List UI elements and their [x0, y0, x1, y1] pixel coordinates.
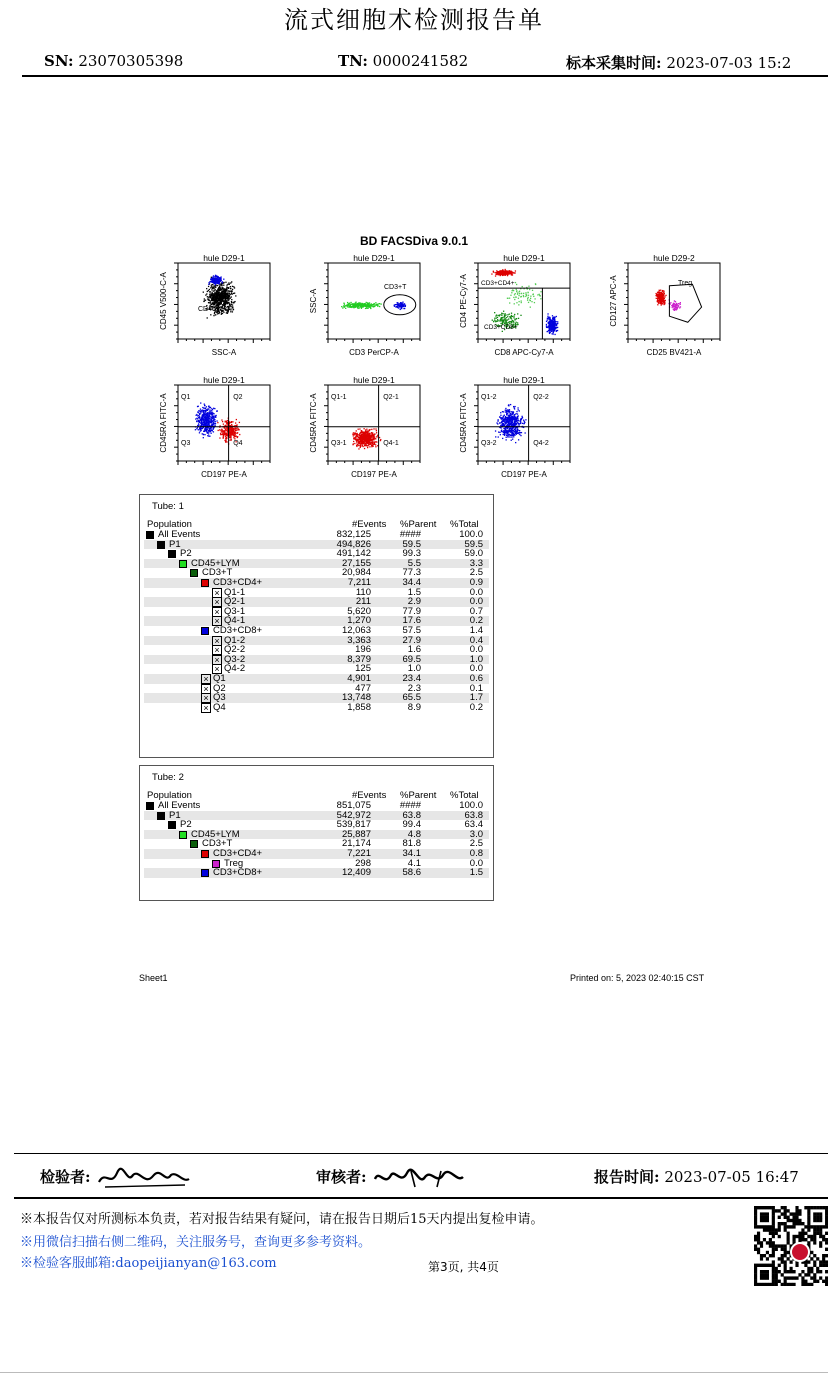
percent-parent: 17.6 — [402, 615, 421, 627]
plot-title: hule D29-1 — [203, 375, 245, 385]
percent-parent: 69.5 — [402, 653, 421, 665]
percent-total: 1.5 — [469, 867, 483, 879]
gate-color-swatch — [157, 541, 165, 549]
plot-frame — [178, 385, 270, 461]
events-count: 196 — [355, 644, 371, 656]
gate-color-swatch — [190, 840, 198, 848]
table-row — [144, 664, 489, 674]
report-title: 流式细胞术检测报告单 — [284, 6, 544, 34]
quadrant-checkbox-icon: × — [212, 636, 222, 646]
percent-parent: #### — [399, 529, 421, 540]
tube1-header-population: Population — [147, 519, 192, 530]
gate-color-swatch — [201, 627, 209, 635]
table-row — [144, 568, 489, 578]
plot-y-axis-label: CD4 PE-Cy7-A — [459, 274, 468, 328]
collect-time-value: 2023-07-03 15:2 — [666, 54, 792, 72]
population-name: Q3-1 — [224, 605, 246, 617]
events-count: 25,887 — [341, 828, 371, 840]
population-name: P2 — [180, 548, 192, 560]
gate-label: CD45+LYM — [198, 306, 234, 313]
table-row — [144, 588, 489, 598]
flow-plot-5 — [140, 375, 280, 493]
quadrant-label: Q3-1 — [331, 440, 347, 447]
page-number: 第3页, 共4页 — [428, 1260, 499, 1274]
quadrant-checkbox-icon: × — [212, 655, 222, 665]
flow-plot-6 — [290, 375, 430, 493]
gate-label: CD3+T — [384, 284, 407, 291]
population-name: CD3+T — [202, 838, 233, 850]
flow-plot-1 — [140, 253, 280, 371]
percent-parent: 27.9 — [402, 634, 421, 646]
percent-total: 0.0 — [469, 586, 483, 598]
population-name: Q1 — [213, 673, 226, 684]
gate-color-swatch — [168, 821, 176, 829]
population-name: Treg — [224, 857, 244, 869]
population-name: P1 — [169, 538, 181, 550]
plot-y-axis-label: CD45RA FITC-A — [459, 393, 468, 453]
table-row — [144, 703, 489, 713]
events-count: 7,221 — [347, 848, 371, 859]
report-time-label: 报告时间: — [594, 1168, 660, 1186]
percent-parent: 5.5 — [407, 557, 421, 569]
population-name: All Events — [158, 529, 201, 540]
table-row — [144, 849, 489, 859]
plot-y-axis-label: SSC-A — [309, 288, 318, 314]
gate-label: Treg — [678, 280, 693, 287]
quadrant-checkbox-icon: × — [212, 664, 222, 674]
flow-plot-4 — [590, 253, 730, 371]
population-name: Q1-1 — [224, 586, 246, 598]
quadrant-label: Q1-2 — [481, 394, 497, 401]
percent-total: 59.5 — [464, 538, 483, 550]
table-row — [144, 839, 489, 849]
population-name: CD3+CD8+ — [213, 625, 263, 636]
events-count: 1,270 — [347, 615, 371, 627]
population-name: P1 — [169, 809, 181, 821]
quadrant-checkbox-icon: × — [212, 597, 222, 607]
gate-color-swatch — [179, 560, 187, 568]
tube2-header-population: Population — [147, 790, 192, 801]
percent-total: 1.7 — [469, 692, 483, 704]
plot-title: hule D29-1 — [503, 253, 545, 263]
table-row — [144, 530, 489, 540]
table-row — [144, 636, 489, 646]
table-row — [144, 684, 489, 694]
percent-parent: 99.4 — [402, 819, 421, 831]
events-count: 298 — [355, 857, 371, 869]
sheet-label: Sheet1 — [139, 973, 168, 983]
population-name: CD45+LYM — [191, 828, 240, 840]
table-row — [144, 607, 489, 617]
events-count: 27,155 — [341, 557, 371, 569]
events-count: 1,858 — [347, 701, 371, 713]
table-row — [144, 626, 489, 636]
gate-color-swatch — [146, 531, 154, 539]
percent-total: 0.2 — [469, 615, 483, 627]
gate-label: CD3+CD4+ — [481, 280, 515, 287]
table-row — [144, 540, 489, 550]
tube1-table — [139, 494, 494, 758]
notice-disclaimer: ※本报告仅对所测标本负责，若对报告结果有疑问，请在报告日期后15天内提出复检申请。 — [20, 1212, 544, 1227]
flow-plot-2 — [290, 253, 430, 371]
email-link[interactable]: daopeijianyan@163.com — [115, 1256, 277, 1271]
gate-color-swatch — [179, 831, 187, 839]
quadrant-checkbox-icon: × — [201, 684, 211, 694]
gate-color-swatch — [157, 812, 165, 820]
percent-total: 1.4 — [469, 625, 483, 636]
quadrant-checkbox-icon: × — [201, 693, 211, 703]
quadrant-label: Q1-1 — [331, 394, 347, 401]
plot-x-axis-label: CD3 PerCP-A — [349, 348, 399, 357]
plot-frame — [328, 263, 420, 339]
events-count: 3,363 — [347, 634, 371, 646]
percent-parent: 1.0 — [407, 663, 421, 675]
percent-total: 0.0 — [469, 857, 483, 869]
plot-title: hule D29-1 — [353, 253, 395, 263]
table-row — [144, 645, 489, 655]
events-count: 851,075 — [336, 800, 371, 811]
events-count: 7,211 — [347, 577, 371, 588]
percent-parent: 2.3 — [407, 682, 421, 694]
footer-bottom-divider — [14, 1197, 828, 1199]
tube1-label: Tube: 1 — [152, 501, 184, 512]
tube2-table — [139, 765, 494, 901]
report-time-field — [594, 1166, 799, 1187]
population-name: All Events — [158, 800, 201, 811]
percent-total: 0.4 — [469, 634, 483, 646]
percent-parent: 34.4 — [402, 577, 421, 588]
reviewer-field — [316, 1166, 467, 1189]
table-row — [144, 597, 489, 607]
notice-email — [20, 1252, 277, 1271]
percent-parent: 58.6 — [402, 867, 421, 879]
population-name: Q1-2 — [224, 634, 246, 646]
quadrant-checkbox-icon: × — [212, 607, 222, 617]
percent-total: 0.0 — [469, 644, 483, 656]
percent-total: 0.9 — [469, 577, 483, 588]
reviewer-signature-icon — [371, 1167, 467, 1189]
percent-parent: 4.1 — [407, 857, 421, 869]
percent-total: 100.0 — [459, 529, 483, 540]
email-label: ※检验客服邮箱: — [20, 1256, 116, 1271]
table-row — [144, 616, 489, 626]
table-row — [144, 868, 489, 878]
percent-parent: 77.9 — [402, 605, 421, 617]
table-row — [144, 559, 489, 569]
events-count: 539,817 — [336, 819, 371, 831]
plot-x-axis-label: CD197 PE-A — [351, 470, 397, 479]
plot-title: hule D29-1 — [203, 253, 245, 263]
percent-total: 0.8 — [469, 848, 483, 859]
quadrant-label: Q4-2 — [533, 440, 549, 447]
percent-parent: 34.1 — [402, 848, 421, 859]
quadrant-label: Q2 — [233, 394, 243, 401]
population-name: CD45+LYM — [191, 557, 240, 569]
checker-label: 检验者: — [40, 1168, 91, 1186]
sn-label: SN: — [44, 52, 74, 70]
percent-parent: #### — [399, 800, 421, 811]
gate-color-swatch — [168, 550, 176, 558]
plot-title: hule D29-1 — [353, 375, 395, 385]
table-row — [144, 655, 489, 665]
table-row — [144, 830, 489, 840]
percent-parent: 23.4 — [402, 673, 421, 684]
events-count: 4,901 — [347, 673, 371, 684]
notice-wechat: ※用微信扫描右侧二维码，关注服务号，查询更多参考资料。 — [20, 1235, 372, 1250]
sn-value: 23070305398 — [78, 52, 184, 70]
population-name: P2 — [180, 819, 192, 831]
events-count: 13,748 — [341, 692, 371, 704]
population-name: Q2-1 — [224, 596, 246, 608]
population-name: Q4-2 — [224, 663, 246, 675]
table-row — [144, 578, 489, 588]
percent-total: 63.4 — [464, 819, 483, 831]
gate-color-swatch — [201, 850, 209, 858]
table-row — [144, 811, 489, 821]
population-name: Q4 — [213, 701, 226, 713]
percent-total: 0.0 — [469, 596, 483, 608]
population-name: Q3 — [213, 692, 226, 704]
events-count: 12,063 — [341, 625, 371, 636]
table-row — [144, 674, 489, 684]
facs-software-title: BD FACSDiva 9.0.1 — [359, 234, 469, 248]
events-count: 20,984 — [341, 567, 371, 579]
population-name: CD3+CD8+ — [213, 867, 263, 879]
flow-plot-7 — [440, 375, 580, 493]
percent-parent: 59.5 — [402, 538, 421, 550]
events-count: 21,174 — [341, 838, 371, 850]
gate-label: CD3+CD8+ — [484, 324, 518, 331]
tube2-header-total: %Total — [450, 790, 479, 801]
quadrant-checkbox-icon: × — [212, 645, 222, 655]
flow-plot-3 — [440, 253, 580, 371]
percent-parent: 65.5 — [402, 692, 421, 704]
population-name: Q2-2 — [224, 644, 246, 656]
plot-title: hule D29-1 — [503, 375, 545, 385]
percent-total: 3.3 — [469, 557, 483, 569]
footer-top-divider — [14, 1153, 828, 1154]
quadrant-checkbox-icon: × — [212, 588, 222, 598]
events-count: 494,826 — [336, 538, 371, 550]
percent-total: 1.0 — [469, 653, 483, 665]
table-row — [144, 801, 489, 811]
population-name: Q2 — [213, 682, 226, 694]
sn-field — [44, 52, 183, 70]
quadrant-checkbox-icon: × — [201, 703, 211, 713]
percent-total: 0.0 — [469, 663, 483, 675]
checker-field — [40, 1166, 191, 1189]
quadrant-label: Q1 — [181, 394, 191, 401]
plot-x-axis-label: CD8 APC-Cy7-A — [494, 348, 554, 357]
printed-on: Printed on: 5, 2023 02:40:15 CST — [570, 973, 705, 983]
quadrant-label: Q4 — [233, 440, 243, 447]
quadrant-checkbox-icon: × — [201, 674, 211, 684]
gate-color-swatch — [146, 802, 154, 810]
population-name: CD3+CD4+ — [213, 577, 263, 588]
quadrant-label: Q3-2 — [481, 440, 497, 447]
population-name: Q4-1 — [224, 615, 246, 627]
qr-code-icon[interactable] — [754, 1206, 828, 1286]
percent-parent: 57.5 — [402, 625, 421, 636]
tube2-header-parent: %Parent — [400, 790, 437, 801]
tube2-label: Tube: 2 — [152, 772, 184, 783]
reviewer-label: 审核者: — [316, 1168, 367, 1186]
percent-parent: 1.6 — [407, 644, 421, 656]
percent-total: 2.5 — [469, 567, 483, 579]
tube2-header-events: #Events — [352, 790, 387, 801]
events-count: 110 — [355, 586, 371, 598]
events-count: 211 — [355, 596, 371, 608]
percent-total: 63.8 — [464, 809, 483, 821]
percent-total: 100.0 — [459, 800, 483, 811]
tn-label: TN: — [338, 52, 368, 70]
percent-parent: 8.9 — [407, 701, 421, 713]
gate-color-swatch — [201, 579, 209, 587]
tn-value: 0000241582 — [372, 52, 469, 70]
events-count: 832,125 — [336, 529, 371, 540]
percent-total: 0.7 — [469, 605, 483, 617]
percent-total: 0.1 — [469, 682, 483, 694]
quadrant-label: Q4-1 — [383, 440, 399, 447]
report-time-value: 2023-07-05 16:47 — [664, 1168, 799, 1186]
tube1-header-total: %Total — [450, 519, 479, 530]
percent-total: 3.0 — [469, 828, 483, 840]
plot-title: hule D29-2 — [653, 253, 695, 263]
table-row — [144, 693, 489, 703]
table-row — [144, 859, 489, 869]
percent-parent: 63.8 — [402, 809, 421, 821]
events-count: 12,409 — [341, 867, 371, 879]
tube1-header-events: #Events — [352, 519, 387, 530]
percent-parent: 77.3 — [402, 567, 421, 579]
population-name: CD3+CD4+ — [213, 848, 263, 859]
gate-color-swatch — [190, 569, 198, 577]
tn-field — [338, 52, 468, 70]
plot-x-axis-label: SSC-A — [211, 348, 237, 357]
population-name: CD3+T — [202, 567, 233, 579]
percent-parent: 2.9 — [407, 596, 421, 608]
events-count: 125 — [355, 663, 371, 675]
events-count: 491,142 — [336, 548, 371, 560]
plot-x-axis-label: CD197 PE-A — [501, 470, 547, 479]
quadrant-label: Q2-1 — [383, 394, 399, 401]
page-bottom-edge — [0, 1372, 828, 1373]
checker-signature-icon — [95, 1167, 191, 1189]
percent-total: 2.5 — [469, 838, 483, 850]
quadrant-checkbox-icon: × — [212, 616, 222, 626]
tube1-header-parent: %Parent — [400, 519, 437, 530]
header-divider — [22, 75, 828, 77]
plot-x-axis-label: CD197 PE-A — [201, 470, 247, 479]
plot-y-axis-label: CD45RA FITC-A — [159, 393, 168, 453]
plot-x-axis-label: CD25 BV421-A — [646, 348, 702, 357]
population-name: Q3-2 — [224, 653, 246, 665]
events-count: 477 — [355, 682, 371, 694]
quadrant-label: Q2-2 — [533, 394, 549, 401]
collect-time-field — [566, 52, 791, 73]
percent-total: 0.6 — [469, 673, 483, 684]
percent-total: 0.2 — [469, 701, 483, 713]
percent-parent: 1.5 — [407, 586, 421, 598]
events-count: 8,379 — [347, 653, 371, 665]
collect-time-label: 标本采集时间: — [566, 54, 662, 72]
plot-y-axis-label: CD45 V500-C-A — [159, 272, 168, 330]
gate-color-swatch — [201, 869, 209, 877]
percent-parent: 81.8 — [402, 838, 421, 850]
quadrant-label: Q3 — [181, 440, 191, 447]
percent-parent: 4.8 — [407, 828, 421, 840]
events-count: 542,972 — [336, 809, 371, 821]
percent-total: 59.0 — [464, 548, 483, 560]
percent-parent: 99.3 — [402, 548, 421, 560]
events-count: 5,620 — [347, 605, 371, 617]
plot-y-axis-label: CD127 APC-A — [609, 275, 618, 327]
plot-y-axis-label: CD45RA FITC-A — [309, 393, 318, 453]
